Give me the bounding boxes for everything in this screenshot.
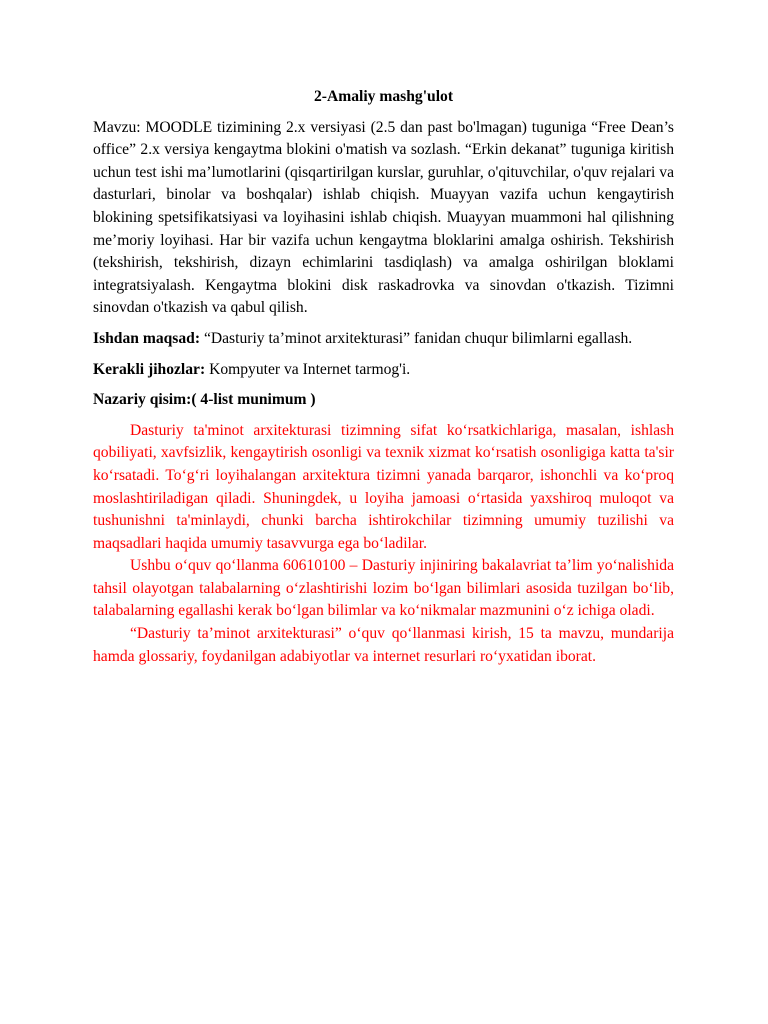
equipment-text: Kompyuter va Internet tarmog'i. bbox=[205, 360, 411, 378]
document-page bbox=[93, 86, 674, 668]
theory-paragraph: Ushbu o‘quv qo‘llanma 60610100 – Dasturiy injiniring bakalavriat ta’lim yo‘nalishida tahsil olayotgan talabalarning o‘zlashtirishi lozim bo‘lgan bilimlari asosida tuzilgan bo‘lib, talabalarning egallashi kerak bo‘lgan bilimlar va ko‘nikmalar mazmunini o‘z ichiga oladi. bbox=[93, 557, 674, 620]
theory-heading: Nazariy qisim:( 4-list munimum ) bbox=[93, 391, 316, 409]
goal-paragraph bbox=[93, 328, 674, 351]
goal-label: Ishdan maqsad: bbox=[93, 329, 201, 347]
theory-section bbox=[93, 420, 674, 669]
theory-paragraph: “Dasturiy ta’minot arxitekturasi” o‘quv qo‘llanmasi kirish, 15 ta mavzu, mundarija hamda glossariy, foydanilgan adabiyotlar va internet resurlari ro‘yxatidan iborat. bbox=[93, 625, 674, 665]
topic-paragraph: Mavzu: MOODLE tizimining 2.x versiyasi (2.5 dan past bo'lmagan) tuguniga “Free Dean’s office” 2.x versiya kengaytma blokini o'matish va sozlash. “Erkin dekanat” tuguniga kiritish uchun test ishi ma’lumotlarini (qisqartirilgan kurslar, guruhlar, o'qituvchilar, o'quv rejalari va dasturlari, binolar va boshqalar) ishlab chiqish. Muayyan vazifa uchun kengaytirish blokining spetsifikatsiyasi va loyihasini ishlab chiqish. Muayyan muammoni hal qilishning me’moriy loyihasi. Har bir vazifa uchun kengaytma bloklarini amalga oshirish. Tekshirish (tekshirish, tekshirish, dizayn echimlarini tasdiqlash) va amalga oshirilgan bloklami integratsiyalash. Kengaytma blokini disk raskadrovka va sinovdan o'tkazish. Tizimni sinovdan o'tkazish va qabul qilish. bbox=[93, 118, 674, 317]
equipment-paragraph bbox=[93, 359, 674, 382]
theory-paragraph: Dasturiy ta'minot arxitekturasi tizimning sifat ko‘rsatkichlariga, masalan, ishlash qobiliyati, xavfsizlik, kengaytirish osonligi va texnik xizmat ko‘rsatish osonligiga katta ta'sir ko‘rsatadi. To‘g‘ri loyihalangan arxitektura tizimni yanada barqaror, ishonchli va ko‘proq moslashtiriladigan qiladi. Shuningdek, u loyiha jamoasi o‘rtasida yaxshiroq muloqot va tushunishni ta'minlaydi, chunki barcha ishtirokchilar tizimning umumiy tuzilishi va maqsadlari haqida umumiy tasavvurga ega bo‘ladilar. bbox=[93, 421, 674, 552]
equipment-label: Kerakli jihozlar: bbox=[93, 360, 206, 378]
goal-text: “Dasturiy ta’minot arxitekturasi” fanidan chuqur bilimlarni egallash. bbox=[200, 329, 633, 347]
document-title: 2-Amaliy mashg'ulot bbox=[313, 88, 454, 105]
